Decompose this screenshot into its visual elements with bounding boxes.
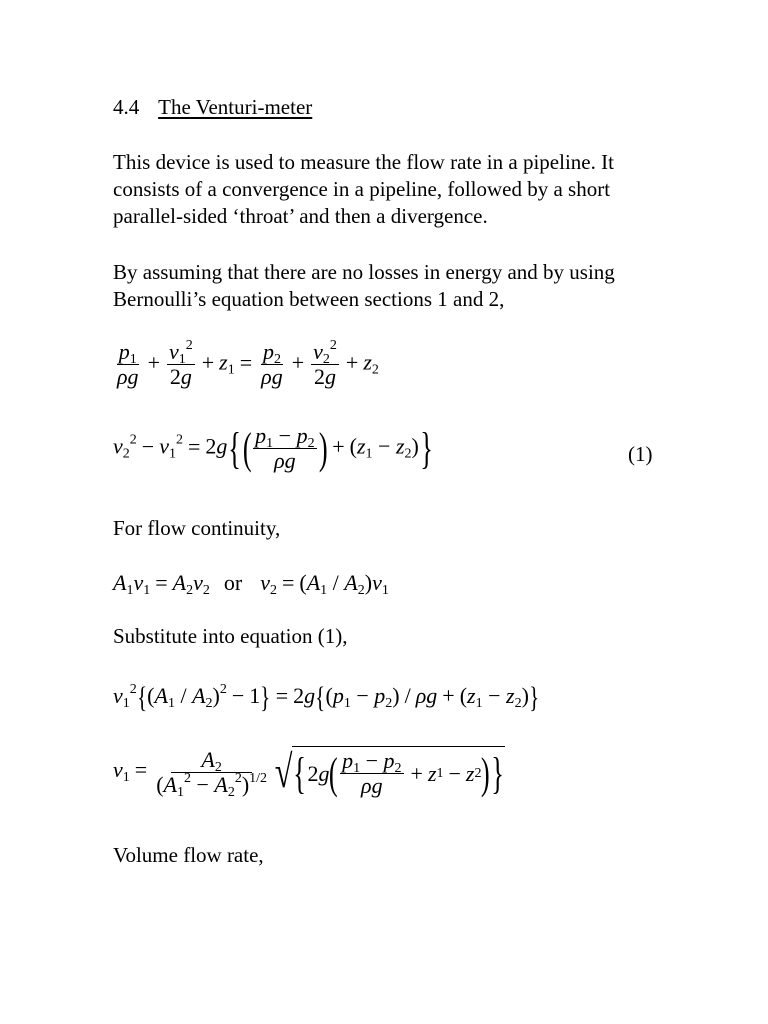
paragraph-line: This device is used to measure the flow rate in a pipeline. It (113, 150, 614, 174)
bernoulli-equation: $\frac{p_1}{\rho g}$ + $\frac{v_1^2}{2g}$ + $z_1$ = $\frac{p_2}{\rho g}$ + $\frac{v_2^2}{2g}$ + $z_2$ (117, 338, 379, 389)
section-number: 4.4 (113, 95, 140, 119)
assumption-paragraph (113, 259, 673, 313)
continuity-equation: $A_1v_1 = A_2v_2$ or $v_2 = (A_1 / A_2)v_1$ (113, 570, 389, 598)
equation-number: (1) (628, 442, 653, 466)
equation-1: $v_2^2 - v_1^2 = 2g${( $\frac{p_1 - p_2}{\rho g}$ ) + $(z_1 - z_2)$} (113, 423, 433, 473)
section-title: The Venturi-meter (158, 95, 313, 119)
paragraph-line: consists of a convergence in a pipeline, followed by a short (113, 177, 611, 201)
section-heading (113, 94, 312, 121)
paragraph-line: Bernoulli’s equation between sections 1 and 2, (113, 287, 505, 311)
paragraph-line: parallel-sided ‘throat’ and then a divergence. (113, 204, 488, 228)
continuity-label: For flow continuity, (113, 516, 281, 540)
substituted-equation: $v_1^2\{(A_1 / A_2)^2 - 1\} = 2g\{(p_1 - p_2) / \rho g + (z_1 - z_2)\}$ (113, 681, 540, 715)
or-word: or (223, 570, 243, 595)
substitute-label: Substitute into equation (1), (113, 624, 348, 648)
paragraph-line: By assuming that there are no losses in energy and by using (113, 260, 615, 284)
volume-flow-label: Volume flow rate, (113, 843, 264, 867)
velocity-solution: $v_1$ = $\frac{A_2}{(A_1^2 - A_2^2)^{1/2}}$ √ { 2 g ( $\frac{p_1 - p_2}{\rho g}$ + z 1 − z 2 ) } (113, 746, 505, 800)
intro-paragraph (113, 149, 673, 230)
